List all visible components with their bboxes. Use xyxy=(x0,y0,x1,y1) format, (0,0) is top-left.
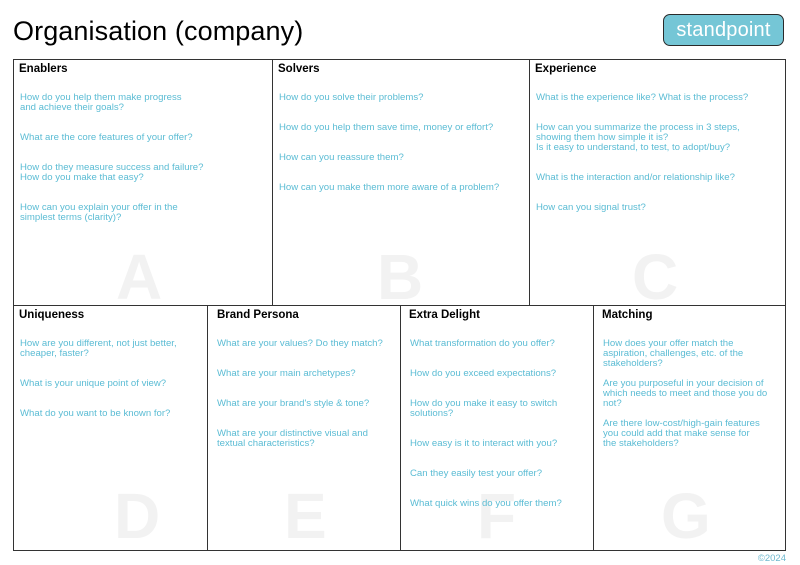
column-divider xyxy=(207,305,208,550)
section-extra-delight xyxy=(401,306,593,550)
copyright-text: ©2024 xyxy=(757,553,786,564)
column-divider xyxy=(529,60,530,305)
section-heading: Enablers xyxy=(19,63,68,75)
section-enablers xyxy=(14,60,272,305)
section-letter: B xyxy=(377,241,424,305)
question: How do they measure success and failure? How do you make that easy? xyxy=(20,162,204,183)
question: How can you make them more aware of a problem? xyxy=(279,182,500,193)
column-divider xyxy=(272,60,273,305)
section-letter: D xyxy=(114,480,161,550)
section-letter: E xyxy=(284,480,327,550)
section-letter: G xyxy=(661,480,711,550)
column-divider xyxy=(400,305,401,550)
section-uniqueness xyxy=(14,306,207,550)
question: How are you different, not just better, cheaper, faster? xyxy=(20,338,177,359)
section-experience xyxy=(530,60,786,305)
question: What are your brand's style & tone? xyxy=(217,398,370,409)
question: Can they easily test your offer? xyxy=(410,468,543,479)
column-divider xyxy=(593,305,594,550)
section-matching xyxy=(594,306,786,550)
question: Are there low-cost/high-gain features you could add that make sense for the stakeholders? xyxy=(603,418,760,449)
section-letter: C xyxy=(632,241,679,305)
question: How do you help them save time, money or effort? xyxy=(279,122,494,133)
question: What transformation do you offer? xyxy=(410,338,555,349)
section-heading: Solvers xyxy=(278,63,320,75)
question: How easy is it to interact with you? xyxy=(410,438,558,449)
question: What is your unique point of view? xyxy=(20,378,167,389)
question: How can you explain your offer in the simplest terms (clarity)? xyxy=(20,202,178,223)
question: What are your distinctive visual and textual characteristics? xyxy=(217,428,368,449)
section-letter: A xyxy=(116,241,163,305)
section-brand-persona xyxy=(208,306,400,550)
question: What are your main archetypes? xyxy=(217,368,356,379)
section-solvers xyxy=(273,60,529,305)
question: How can you signal trust? xyxy=(536,202,646,213)
question: How do you help them make progress and achieve their goals? xyxy=(20,92,182,113)
question: What are the core features of your offer? xyxy=(20,132,193,143)
question: How do you exceed expectations? xyxy=(410,368,557,379)
question: How can you reassure them? xyxy=(279,152,404,163)
question: Are you purposeful in your decision of which needs to meet and those you do not? xyxy=(603,378,768,409)
page-title: Organisation (company) xyxy=(13,16,304,46)
section-heading: Extra Delight xyxy=(409,309,480,321)
logo-text: standpoint xyxy=(676,18,771,41)
standpoint-logo xyxy=(663,14,784,46)
question: What quick wins do you offer them? xyxy=(410,498,562,509)
canvas-board xyxy=(13,59,786,551)
question: How do you solve their problems? xyxy=(279,92,424,103)
question: What is the experience like? What is the process? xyxy=(536,92,749,103)
section-heading: Brand Persona xyxy=(217,309,299,321)
section-heading: Matching xyxy=(602,309,653,321)
section-heading: Experience xyxy=(535,63,597,75)
question: What are your values? Do they match? xyxy=(217,338,383,349)
question: What do you want to be known for? xyxy=(20,408,171,419)
question: How do you make it easy to switch solutions? xyxy=(410,398,558,419)
question: How can you summarize the process in 3 steps, showing them how simple it is? Is it easy to understand, to test, to adopt/buy? xyxy=(536,122,740,153)
question: What is the interaction and/or relationship like? xyxy=(536,172,735,183)
section-letter: F xyxy=(477,480,517,550)
question: How does your offer match the aspiration, challenges, etc. of the stakeholders? xyxy=(603,338,744,369)
section-heading: Uniqueness xyxy=(19,309,85,321)
